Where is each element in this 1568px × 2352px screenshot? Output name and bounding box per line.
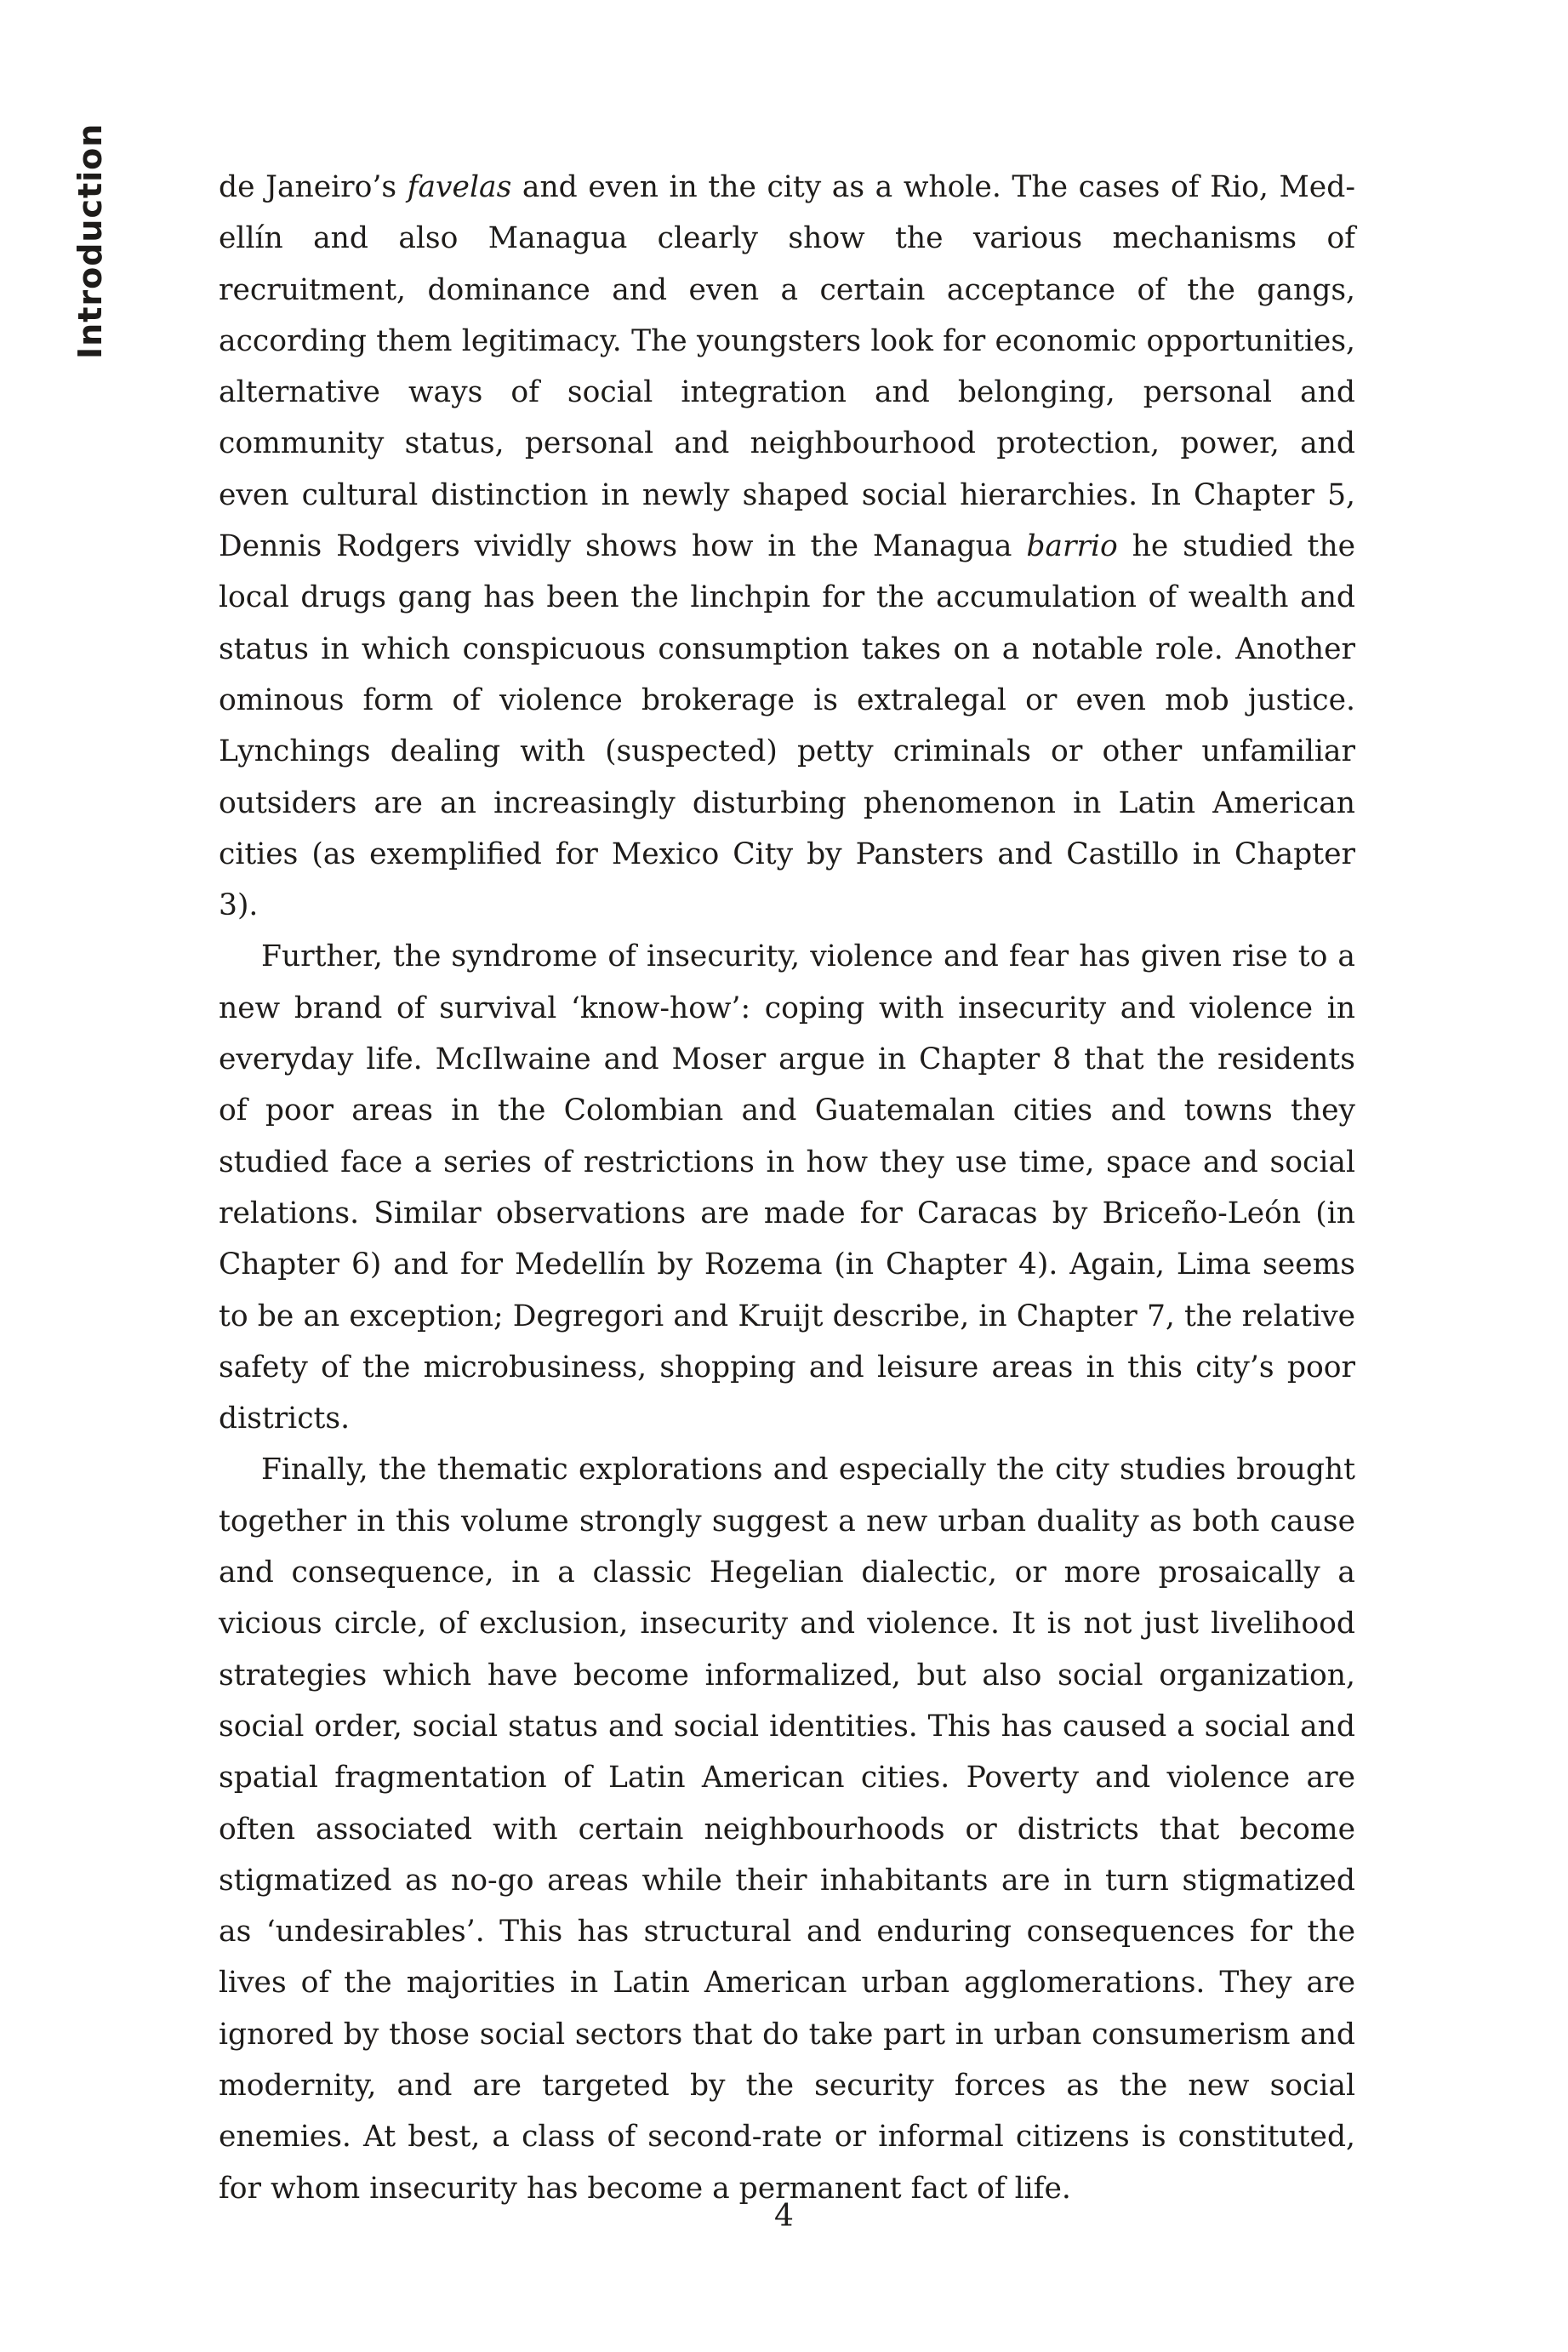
body-text bbox=[219, 162, 1355, 2214]
running-head-text: Introduction bbox=[71, 123, 109, 359]
paragraph-segment: he studied the local drugs gang has been the linchpin for the accumulation of wealth and status in which conspicuous consumption takes on a notable role. Another ominous form of violence brokerage is extralegal or even mob justice. Lynchings dealing with (suspected) petty criminals or other unfamiliar outsiders are an increasingly disturbing phenomenon in Latin American cities (as exemplified for Mexico City by Pansters and Castillo in Chapter 3). bbox=[219, 529, 1355, 923]
paragraph-segment: and even in the city as a whole. The cases of Rio, Medellín and also Managua clearly show the various mechanisms of recruitment, dominance and even a certain acceptance of the gangs, according them legitimacy. The youngsters look for economic opportunities, alternative ways of social integration and belonging, personal and community status, personal and neighbourhood protection, power, and even cultural distinction in newly shaped social hierarchies. In Chapter 5, Dennis Rodgers vividly shows how in the Managua bbox=[219, 170, 1355, 564]
paragraph-segment: de Janeiro’s bbox=[219, 170, 408, 204]
paragraph-segment: Finally, the thematic explorations and especially the city studies brought together in this volume strongly suggest a new urban duality as both cause and consequence, in a classic Hegelian dialectic, or more prosaically a vicious circle, of exclusion, insecurity and violence. It is not just livelihood strategies which have become informalized, but also social organization, social order, social status and social identities. This has caused a social and spatial fragmentation of Latin American cities. Poverty and violence are often associated with certain neighbourhoods or districts that become stigmatized as no-go areas while their inhabitants are in turn stigmatized as ‘undesirables’. This has structural and enduring consequences for the lives of the majorities in Latin American urban agglomerations. They are ignored by those social sectors that do take part in urban consumerism and modernity, and are targeted by the security forces as the new social enemies. At best, a class of second-rate or informal citizens is constituted, for whom insecurity has become a permanent fact of life. bbox=[219, 1453, 1355, 2206]
italic-term-favelas: favelas bbox=[407, 170, 512, 204]
paragraph-1 bbox=[219, 162, 1355, 931]
paragraph-2 bbox=[219, 931, 1355, 1444]
paragraph-3 bbox=[219, 1444, 1355, 2213]
italic-term-barrio: barrio bbox=[1026, 529, 1118, 564]
paragraph-segment: Further, the syndrome of insecurity, violence and fear has given rise to a new brand of survival ‘know-how’: coping with insecurity and violence in everyday life. McIlwaine and Moser argue in Chapter 8 that the residents of poor areas in the Colombian and Guatemalan cities and towns they studied face a series of restrictions in how they use time, space and social relations. Similar observations are made for Caracas by Briceño-León (in Chapter 6) and for Medellín by Rozema (in Chapter 4). Again, Lima seems to be an exception; Degregori and Kruijt describe, in Chapter 7, the relative safety of the microbusiness, shopping and leisure areas in this city’s poor districts. bbox=[219, 939, 1355, 1436]
page-number: 4 bbox=[774, 2199, 794, 2234]
